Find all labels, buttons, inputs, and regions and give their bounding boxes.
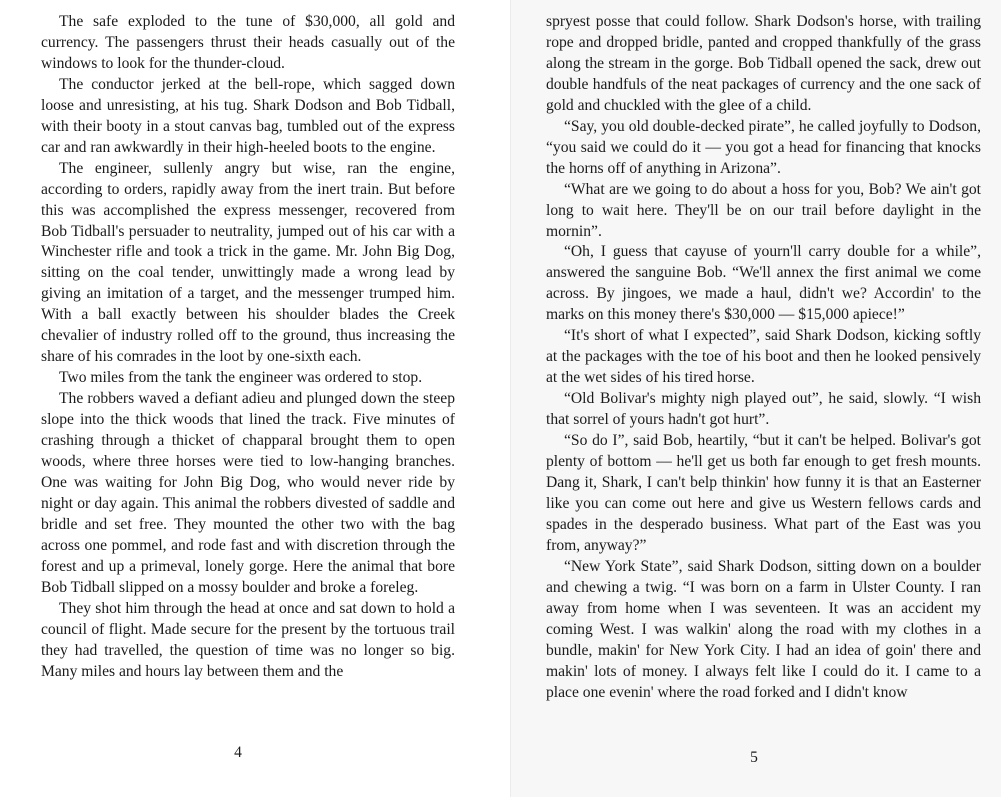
paragraph: They shot him through the head at once and sat down to hold a council of flight. Made secure for the present by the tortuous trail they had travelled, the question of time was no longer so big. Many miles and hours lay between them and the xyxy=(41,599,455,680)
paragraph: The safe exploded to the tune of $30,000, all gold and currency. The passengers thrust their heads casually out of the windows to look for the thunder-cloud. xyxy=(41,13,455,72)
continued-paragraph: spryest posse that could follow. Shark Dodson's horse, with trailing rope and dropped bridle, panted and cropped thankfully of the grass along the stream in the gorge. Bob Tidball opened the sack, drew out double handfuls of the neat packages of currency and the one sack of gold and chuckled with the glee of a child. xyxy=(546,13,981,114)
paragraph: Two miles from the tank the engineer was ordered to stop. xyxy=(59,369,423,387)
paragraph: “What are we going to do about a hoss for you, Bob? We ain't got long to wait here. They'll be on our trail before daylight in the mornin”. xyxy=(546,180,981,240)
paragraph: The conductor jerked at the bell-rope, which sagged down loose and unresisting, at his tug. Shark Dodson and Bob Tidball, with their booty in a stout canvas bag, tumbled out of the express car and ran awkwardly in their high-heeled boots to the engine. xyxy=(41,75,455,156)
paragraph: “It's short of what I expected”, said Shark Dodson, kicking softly at the packages with the toe of his boot and then he looked pensively at the wet sides of his tired horse. xyxy=(546,327,981,387)
left-page-text xyxy=(41,12,455,683)
page-number-left: 4 xyxy=(234,744,242,761)
paragraph: “So do I”, said Bob, heartily, “but it can't be helped. Bolivar's got plenty of bottom — he'll get us both far enough to get fresh mounts. Dang it, Shark, I can't belp thinkin' how funny it is that an Easterner like you can come out here and give us Western fellows cards and spades in the desperado business. What part of the East was you from, anyway?” xyxy=(546,432,981,554)
paragraph: The robbers waved a defiant adieu and plunged down the steep slope into the thick woods that lined the track. Five minutes of crashing through a thicket of chapparal brought them to open woods, where three horses were tied to low-hanging branches. One was waiting for John Big Dog, who would never ride by night or day again. This animal the robbers divested of saddle and bridle and set free. They mounted the other two with the bag across one pommel, and rode fast and with discretion through the forest and up a primeval, lonely gorge. Here the animal that bore Bob Tidball slipped on a mossy boulder and broke a foreleg. xyxy=(41,390,455,596)
paragraph: The engineer, sullenly angry but wise, ran the engine, according to orders, rapidly away from the inert train. But before this was accomplished the express messenger, recovered from Bob Tidball's persuader to neutrality, jumped out of his car with a Winchester rifle and took a trick in the game. Mr. John Big Dog, sitting on the coal tender, unwittingly made a wrong lead by giving an imitation of a target, and the messenger trumped him. With a ball exactly between his shoulder blades the Creek chevalier of industry rolled off to the ground, thus increasing the share of his comrades in the loot by one-sixth each. xyxy=(41,159,455,366)
paragraph: “Old Bolivar's mighty nigh played out”, he said, slowly. “I wish that sorrel of yours hadn't got hurt”. xyxy=(546,390,981,429)
page-number-right: 5 xyxy=(750,749,758,766)
right-page xyxy=(511,0,1001,797)
paragraph: “Say, you old double-decked pirate”, he called joyfully to Dodson, “you said we could do it — you got a head for financing that knocks the horns off of anything in Arizona”. xyxy=(546,117,981,177)
paragraph: “Oh, I guess that cayuse of yourn'll carry double for a while”, answered the sanguine Bob. “We'll annex the first animal we come across. By jingoes, we made a haul, didn't we? Accordin' to the marks on this money there's $30,000 — $15,000 apiece!” xyxy=(546,243,981,324)
paragraph: “New York State”, said Shark Dodson, sitting down on a boulder and chewing a twig. “I was born on a farm in Ulster County. I ran away from home when I was seventeen. It was an accident my coming West. I was walkin' along the road with my clothes in a bundle, makin' for New York City. I had an idea of goin' there and makin' lots of money. I always felt like I could do it. I came to a place one evenin' where the road forked and I didn't know xyxy=(546,557,981,701)
right-page-text xyxy=(546,12,981,703)
